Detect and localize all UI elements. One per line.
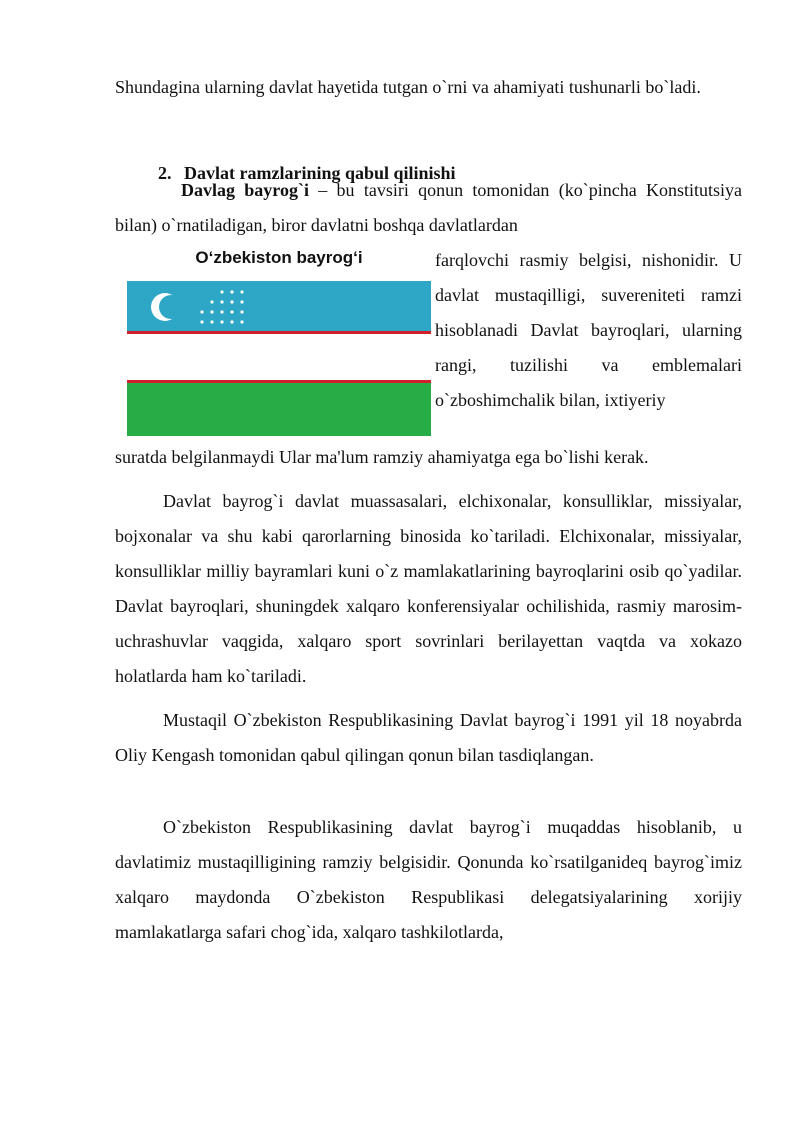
figure-wrap-block	[115, 243, 742, 418]
paragraph-flag-sacred: O`zbekiston Respublikasining davlat bayrog`i muqaddas hisoblanib, u davlatimiz mustaqilligining ramziy belgisidir. Qonunda ko`rsatilganideq bayrog`imiz xalqaro maydonda O`zbekiston Respublikasi delegatsiyalarining xorijiy mamlakatlarga safari chog`ida, xalqaro tashkilotlarda,	[115, 817, 742, 942]
uzbekistan-flag-image	[127, 281, 431, 436]
document-page	[115, 70, 742, 950]
definition-tail: suratda belgilanmaydi Ular ma'lum ramziy ahamiyatga ega bo`lishi kerak.	[115, 447, 649, 467]
section-number: 2.	[158, 163, 172, 183]
section-title: Davlat ramzlarining qabul qilinishi	[184, 163, 456, 183]
flag-figure	[115, 243, 435, 440]
paragraph-intro: Shundagina ularning davlat hayetida tutgan o`rni va ahamiyati tushunarli bo`ladi.	[115, 77, 701, 97]
paragraph-flag-usage: Davlat bayrog`i davlat muassasalari, elchixonalar, konsulliklar, missiyalar, bojxonalar va shu kabi qarorlarning binosida ko`tariladi. Elchixonalar, missiyalar, konsulliklar milliy bayramlari kuni o`z mamlakatlarining bayroqlarini osib qo`yadilar. Davlat bayroqlari, shuningdek xalqaro konferensiyalar ochilishida, rasmiy marosim-uchrashuvlar vaqgida, xalqaro sport sovrinlari berilayettan vaqtda va xokazo holatlarda ham ko`tariladi.	[115, 491, 742, 686]
paragraph-flag-adoption: Mustaqil O`zbekiston Respublikasining Davlat bayrog`i 1991 yil 18 noyabrda Oliy Kengash tomonidan qabul qilingan qonun bilan tasdiqlangan.	[115, 710, 742, 765]
term-davlat-bayrogi: Davlag bayrog`i	[181, 180, 309, 200]
paragraph-flag-definition	[115, 173, 742, 243]
flag-caption: O‘zbekiston bayrog‘i	[195, 248, 363, 267]
definition-wrapped-text: farqlovchi rasmiy belgisi, nishonidir. U davlat mustaqilligi, suvereniteti ramzi hisoblanadi Davlat bayroqlari, ularning rangi, tuzilishi va emblemalari o`zboshimchalik bilan, ixtiyeriy	[435, 250, 742, 410]
definition-lead: – bu tavsiri qonun tomonidan (ko`pincha Konstitutsiya bilan) o`rnatiladigan, biror davlatni boshqa davlatlardan	[115, 180, 742, 235]
